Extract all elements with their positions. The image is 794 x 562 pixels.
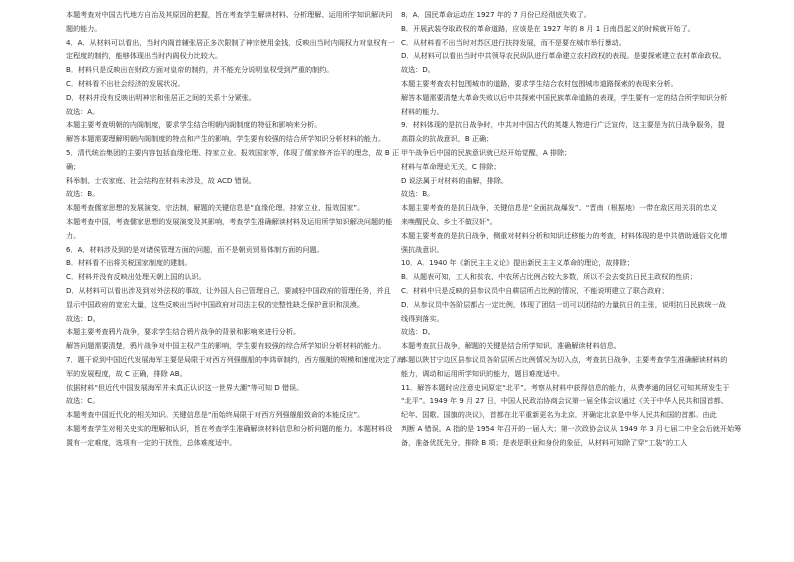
text-line: 科举制、士农家庭、社会结构在材料未涉及，故 ACD 错误。 <box>66 175 256 185</box>
text-line: 纪年、国歌、国旗的决议》，首都在北平重新更名为北京，并确定北京是中华人民共和国的首都。由此 <box>401 410 717 420</box>
text-line: 定程度的制约，能够体现出当时内阁权力比较大。 <box>66 51 223 61</box>
text-line: 置有一定难度，选项有一定的干扰性，总体难度适中。 <box>66 437 237 447</box>
text-line: 8．A．国民革命运动在 1927 年的 7 月份已经彻底失败了。 <box>401 10 591 19</box>
left-text-column <box>66 8 411 450</box>
text-line: 9．材料体现的是抗日战争时，中共对中国古代的英雄人物进行广泛宣传，这主要是为抗日战争服务，提 <box>401 120 725 130</box>
text-line: 本题考查学生对相关史实的理解和认识，旨在考查学生准确解读材料信息和分析问题的能力。本题材料设 <box>66 423 393 433</box>
text-line: 强抗战意识。 <box>401 244 444 254</box>
text-line: 本题主要考查的是抗日战争，关键信息是“全面抗战爆发”、“晋南（根据地）一带在敌区用关羽的忠义 <box>401 203 718 213</box>
text-line: 力。 <box>66 230 81 240</box>
text-line: B．开展武装夺取政权的革命道路，应该是在 1927 年的 8 月 1 日南昌起义的时候就开始了。 <box>401 23 695 33</box>
text-line: 甲午战争后中国的民族意识就已经开始觉醒，A 排除； <box>401 147 572 157</box>
text-line: “北平”。1949 年 9 月 27 日，中国人民政治协商会议第一届全体会议通过《关于中华人民共和国首都、 <box>401 396 728 406</box>
text-line: D．材料并没有反映出明神宗和张居正之间的关系十分紧张。 <box>66 92 256 102</box>
text-line: B．从题表可知，工人和贫农、中农所占比例占较大多数，所以不会去变抗日民主政权的性质； <box>401 272 697 282</box>
text-line: 本题考查抗日战争，解题的关键是结合所学知识，准确解读材料信息。 <box>401 341 621 351</box>
right-text-column <box>401 8 747 450</box>
text-line: 题的能力。 <box>66 23 102 33</box>
text-line: 解答本题需要理解明朝内阁制度的特点和产生的影响，学生要有较强的结合所学知识分析材料的能力。 <box>66 134 386 144</box>
text-line: 本题主要考查的是抗日战争，侧重对材料分析和知识迁移能力的考查，材料体现的是中共借助通俗文化增 <box>401 230 728 240</box>
text-line: D．从材料可以看出当时中共领导农民纵队进行革命建立农村政权的表现。是要探索建立农村革命政权。 <box>401 51 726 61</box>
text-line: 故选：D。 <box>401 327 435 337</box>
text-line: 本题考查儒家思想的发展演变、宗法制，解题的关键信息是“血缘伦理、持家立业、报效国家”。 <box>66 203 365 213</box>
text-line: 故选：D。 <box>66 313 100 323</box>
text-line: 判断 A 错误。A 指的是 1954 年召开的一届人大；第一次政协会议从 1949 年 3 月七届二中全会后就开始筹 <box>401 423 742 433</box>
text-line: 故选：D。 <box>401 65 435 75</box>
text-line: 5．清代统治集团的主要内容包括血缘伦理、持家立业、报效国家等，体现了儒家修齐治平的理念，故 B 正 <box>66 147 400 157</box>
text-line: 解答问题需要清楚，鸦片战争对中国主权产生的影响，学生要有较强的综合所学知识分析材料的能力。 <box>66 341 386 351</box>
text-line: C．材料并没有反映出处理天朝上国的认识。 <box>66 272 206 282</box>
text-line: 故选：B。 <box>66 189 100 199</box>
text-line: 本题考查中国近代化的相关知识。关键信息是“而始终局限于对西方列强舰船致命的本能反应”。 <box>66 410 365 420</box>
text-line: 故选：B。 <box>401 189 435 199</box>
text-line: B．材料看不出将关税国家制度的建制。 <box>66 258 192 268</box>
text-line: 来唤醒民众、乡土不做汉奸”。 <box>401 216 497 226</box>
text-line: 确； <box>66 161 81 171</box>
text-line: 本题主要考查鸦片战争，要求学生结合鸦片战争的背景和影响来进行分析。 <box>66 327 301 337</box>
text-line: 能力，调动和运用所学知识的能力，题目难度适中。 <box>401 368 565 378</box>
text-line: 6．A．材料涉及到的是对诸侯管理方面的问题，而不是朝贡贸易体制方面的问题。 <box>66 244 324 254</box>
text-line: D 说法属于对材料的曲解，排除。 <box>401 175 509 185</box>
text-line: 显示中国政府的宽宏大量，这些反映出当时中国政府对司法主权的完整性缺乏保护意识和淡漠。 <box>66 299 364 309</box>
text-line: 本题主要考查明朝的内阁制度，要求学生结合明朝内阁制度的特征和影响来分析。 <box>66 120 322 130</box>
text-line: 4．A．从材料可以看出，当时内阁首辅张居正多次限制了神宗使用金钱，反映出当时内阁权力对皇权有一 <box>66 37 395 47</box>
text-line: 本题主要考查农村包围城市的道路，要求学生结合农村包围城市道路探索的表现来分析。 <box>401 78 678 88</box>
text-line: 依据材料“但近代中国发展海军并未真正认识这一世界大潮”等可知 D 错误。 <box>66 382 304 392</box>
text-line: D．从参议员中各阶层都占一定比例，体现了团结一切可以团结的力量抗日的主张，说明抗日民族统一战 <box>401 299 726 309</box>
text-line: 材料的能力。 <box>401 106 444 116</box>
text-line: 7．题干说到中国近代发展海军主要是局限于对西方列强舰船的李鸿章制约，西方舰艇的规模和速度决定了海 <box>66 354 404 364</box>
text-line: 11．解答本题时应注意史词原定“北平”。考察从材料中获得信息的能力，从费孝通的回忆可知其所发生于 <box>401 382 730 392</box>
text-line: C．材料中只是反映的县参议员中自耕层所占比例的情况，不能说明建立了联合政府； <box>401 285 669 295</box>
text-line: 本题考查对中国古代地方自治及其原因的把握，旨在考查学生解读材料、分析理解、运用所学知识解决问 <box>66 10 393 19</box>
text-line: D．从材料可以看出涉及到对外法权的事故，让外国人自己管理自己，要减轻中国政府的管理任务，并且 <box>66 285 391 295</box>
text-line: 本题以陕甘宁边区县参议员各阶层所占比例情况为切入点，考查抗日战争，主要考查学生准确解读材料的 <box>401 354 728 364</box>
text-line: 备，准备优抚先分，排除 B 项；是表是职业和身份的象征，从材料可知除了穿“工装”的工人 <box>401 437 688 447</box>
text-line: 高群众的抗战意识，B 正确； <box>401 134 494 144</box>
text-line: 故选：C。 <box>66 396 100 406</box>
text-line: 故选：A。 <box>66 106 100 116</box>
text-line: 材料与革命理论无关，C 排除； <box>401 161 501 171</box>
text-line: 线得到落实。 <box>401 313 444 323</box>
text-line: 解答本题需要清楚大革命失败以后中共探索中国民族革命道路的表现，学生要有一定的结合所学知识分析 <box>401 92 728 102</box>
text-line: B．材料只是反映出在财政方面对皇帝的制约，并不能充分说明皇权受到严重的制约。 <box>66 65 334 75</box>
text-line: C．材料看不出社会经济的发展状况。 <box>66 78 185 88</box>
text-line: 军的发展程度，故 C 正确，排除 AB。 <box>66 368 187 378</box>
text-line: 本题考查中国，考查儒家思想的发展演变及其影响，考查学生准确解读材料及运用所学知识解决问题的能 <box>66 216 393 226</box>
text-line: C．从材料看不出当时对苏区进行扶持发展，而不是要在城市举行暴动。 <box>401 37 626 47</box>
text-line: 10．A．1940 年《新民主主义论》提出新民主主义革命的理论，故排除； <box>401 258 634 268</box>
